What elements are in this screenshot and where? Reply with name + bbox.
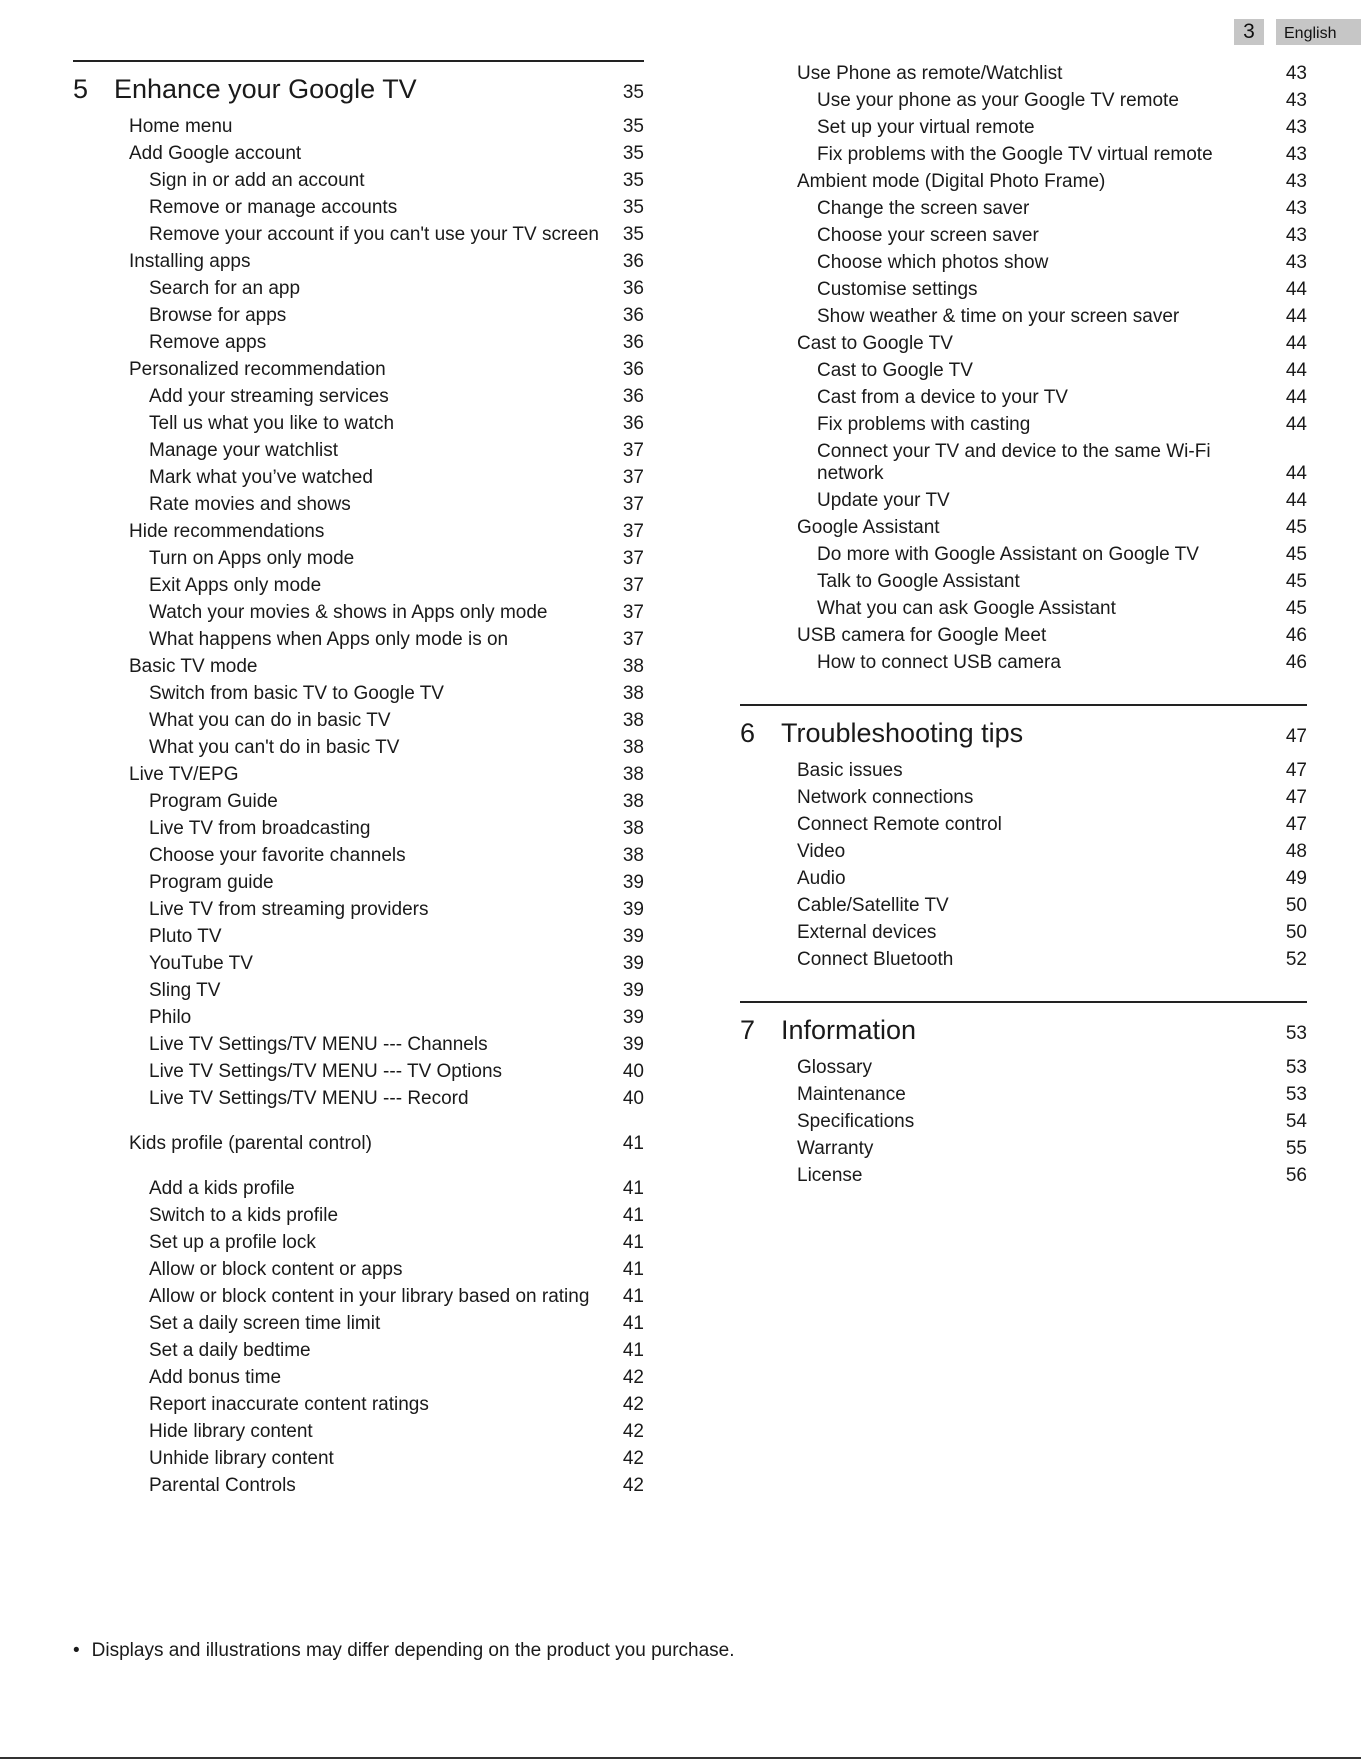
toc-list: [740, 63, 1307, 679]
toc-entry-title: Sling TV: [149, 980, 221, 1001]
toc-entry[interactable]: [73, 926, 644, 953]
toc-entry-title: Connect Bluetooth: [797, 949, 954, 970]
toc-entry-page: 38: [622, 791, 644, 812]
toc-entry[interactable]: [73, 440, 644, 467]
toc-entry-page: 56: [1285, 1165, 1307, 1186]
toc-entry-title: Add your streaming services: [149, 386, 389, 407]
chapter-number: 6: [740, 718, 756, 748]
toc-entry-title: Live TV Settings/TV MENU --- TV Options: [149, 1061, 503, 1082]
toc-entry-title: Rate movies and shows: [149, 494, 351, 515]
toc-entry[interactable]: [740, 414, 1307, 441]
toc-entry-title: Use Phone as remote/Watchlist: [797, 63, 1063, 84]
toc-entry[interactable]: [73, 1061, 644, 1088]
toc-entry-title: Installing apps: [129, 251, 251, 272]
toc-entry[interactable]: [73, 305, 644, 332]
toc-entry-title: Live TV/EPG: [129, 764, 239, 785]
toc-entry-page: 49: [1285, 868, 1307, 889]
toc-entry[interactable]: [740, 360, 1307, 387]
toc-entry-page: 42: [622, 1367, 644, 1388]
toc-entry-title: Live TV from broadcasting: [149, 818, 371, 839]
toc-entry[interactable]: [73, 1448, 644, 1475]
toc-entry-page: 38: [622, 710, 644, 731]
toc-entry[interactable]: [740, 868, 1307, 895]
toc-entry-page: 45: [1285, 544, 1307, 565]
toc-entry-page: 43: [1285, 144, 1307, 165]
toc-entry[interactable]: [73, 1421, 644, 1448]
toc-entry-title: Watch your movies & shows in Apps only mode: [149, 602, 548, 623]
toc-entry-page: 42: [622, 1475, 644, 1496]
chapter-6-heading[interactable]: [740, 706, 1307, 760]
toc-entry-title: Fix problems with the Google TV virtual remote: [817, 144, 1213, 165]
toc-right-column: [740, 63, 1307, 1192]
toc-entry-title: Allow or block content in your library based on rating: [149, 1286, 590, 1307]
toc-entry[interactable]: [740, 63, 1307, 90]
toc-entry-title: Switch from basic TV to Google TV: [149, 683, 444, 704]
toc-entry-page: 36: [622, 386, 644, 407]
toc-entry-title: Manage your watchlist: [149, 440, 339, 461]
toc-list: [740, 1057, 1307, 1192]
toc-entry-page: 37: [622, 494, 644, 515]
toc-entry-title: Add a kids profile: [149, 1178, 295, 1199]
toc-entry-title: Search for an app: [149, 278, 301, 299]
toc-entry-page: 38: [622, 764, 644, 785]
toc-entry[interactable]: [73, 1007, 644, 1034]
toc-entry-title: Choose your favorite channels: [149, 845, 406, 866]
toc-entry-page: 36: [622, 359, 644, 380]
toc-entry-title: Switch to a kids profile: [149, 1205, 339, 1226]
toc-entry-title: Fix problems with casting: [817, 414, 1031, 435]
toc-entry[interactable]: [73, 629, 644, 656]
toc-entry[interactable]: [73, 656, 644, 683]
toc-entry-title: Set a daily screen time limit: [149, 1313, 381, 1334]
toc-entry[interactable]: [740, 306, 1307, 333]
toc-entry-title: Cast to Google TV: [817, 360, 973, 381]
toc-entry[interactable]: [740, 90, 1307, 117]
toc-entry-title: What you can't do in basic TV: [149, 737, 400, 758]
toc-entry-title: Turn on Apps only mode: [149, 548, 355, 569]
toc-entry-title: Cast from a device to your TV: [817, 387, 1068, 408]
toc-entry[interactable]: [73, 116, 644, 143]
toc-entry-title: Unhide library content: [149, 1448, 334, 1469]
toc-entry-page: 37: [622, 575, 644, 596]
toc-entry-title: Basic issues: [797, 760, 903, 781]
toc-entry-page: 37: [622, 440, 644, 461]
toc-entry-title: What you can ask Google Assistant: [817, 598, 1116, 619]
toc-entry-page: 42: [622, 1448, 644, 1469]
toc-entry-title: Connect your TV and device to the same Wi-Fi network: [817, 441, 1211, 484]
chapter-7-heading[interactable]: [740, 1003, 1307, 1057]
toc-entry-title: Remove apps: [149, 332, 267, 353]
toc-entry-title: Live TV Settings/TV MENU --- Record: [149, 1088, 469, 1109]
toc-entry-page: 45: [1285, 517, 1307, 538]
toc-entry-title: Cable/Satellite TV: [797, 895, 949, 916]
toc-entry[interactable]: [73, 278, 644, 305]
toc-entry[interactable]: [73, 467, 644, 494]
toc-entry[interactable]: [73, 1286, 644, 1313]
toc-entry[interactable]: [73, 1367, 644, 1394]
chapter-number: 7: [740, 1015, 756, 1045]
toc-entry-page: 47: [1285, 814, 1307, 835]
toc-entry-title: Program guide: [149, 872, 274, 893]
toc-entry-title: Add bonus time: [149, 1367, 282, 1388]
toc-entry[interactable]: [740, 598, 1307, 625]
toc-entry[interactable]: [740, 198, 1307, 225]
toc-entry[interactable]: [73, 251, 644, 278]
toc-entry-title: Connect Remote control: [797, 814, 1002, 835]
toc-entry-title: Update your TV: [817, 490, 950, 511]
chapter-title: Enhance your Google TV: [114, 74, 417, 104]
toc-entry-page: 39: [622, 980, 644, 1001]
toc-entry[interactable]: [73, 359, 644, 386]
toc-entry-title: Change the screen saver: [817, 198, 1030, 219]
toc-list: [740, 760, 1307, 976]
toc-entry-page: 35: [622, 197, 644, 218]
toc-entry-title: Audio: [797, 868, 846, 889]
toc-entry[interactable]: [73, 413, 644, 440]
toc-entry-title: Use your phone as your Google TV remote: [817, 90, 1179, 111]
toc-entry-title: Parental Controls: [149, 1475, 296, 1496]
toc-entry[interactable]: [73, 1394, 644, 1421]
toc-entry-title: Program Guide: [149, 791, 278, 812]
toc-entry[interactable]: [73, 1475, 644, 1502]
toc-entry-page: 38: [622, 845, 644, 866]
toc-entry[interactable]: [73, 197, 644, 224]
toc-entry-page: 37: [622, 629, 644, 650]
toc-entry[interactable]: [740, 279, 1307, 306]
toc-entry-page: 35: [622, 143, 644, 164]
toc-entry-page: 36: [622, 413, 644, 434]
toc-entry-page: 43: [1285, 63, 1307, 84]
toc-entry-page: 41: [622, 1232, 644, 1253]
toc-entry-title: Exit Apps only mode: [149, 575, 322, 596]
toc-list: [73, 116, 644, 1502]
toc-entry[interactable]: [740, 144, 1307, 171]
toc-entry-page: 43: [1285, 225, 1307, 246]
toc-entry-title: Show weather & time on your screen saver: [817, 306, 1180, 327]
toc-entry-title: What you can do in basic TV: [149, 710, 391, 731]
toc-entry[interactable]: [73, 1178, 644, 1205]
toc-entry-page: 47: [1285, 787, 1307, 808]
toc-entry[interactable]: [740, 1057, 1307, 1084]
toc-entry-page: 43: [1285, 252, 1307, 273]
toc-entry[interactable]: [740, 225, 1307, 252]
toc-entry-page: 53: [1285, 1057, 1307, 1078]
toc-entry-page: 39: [622, 1007, 644, 1028]
toc-entry[interactable]: [740, 490, 1307, 517]
toc-entry[interactable]: [740, 117, 1307, 144]
toc-entry-title: Remove your account if you can't use your TV screen: [149, 224, 599, 245]
toc-entry-title: Home menu: [129, 116, 233, 137]
toc-entry[interactable]: [73, 872, 644, 899]
toc-entry[interactable]: [73, 521, 644, 548]
toc-entry-title: Choose your screen saver: [817, 225, 1039, 246]
toc-entry[interactable]: [73, 1232, 644, 1259]
toc-entry-page: 44: [1285, 414, 1307, 435]
toc-entry[interactable]: [740, 252, 1307, 279]
toc-entry-title: Live TV Settings/TV MENU --- Channels: [149, 1034, 488, 1055]
toc-entry[interactable]: [73, 170, 644, 197]
toc-entry-page: 41: [622, 1133, 644, 1154]
toc-entry-title: Remove or manage accounts: [149, 197, 398, 218]
toc-entry-title: What happens when Apps only mode is on: [149, 629, 509, 650]
toc-entry-title: Pluto TV: [149, 926, 222, 947]
toc-entry[interactable]: [73, 764, 644, 791]
chapter-title: Information: [781, 1015, 917, 1045]
toc-entry-page: 46: [1285, 652, 1307, 673]
toc-entry-title: Do more with Google Assistant on Google TV: [817, 544, 1199, 565]
toc-entry[interactable]: [73, 548, 644, 575]
toc-entry-page: 41: [622, 1205, 644, 1226]
toc-entry-page: 37: [622, 602, 644, 623]
toc-entry-page: 43: [1285, 171, 1307, 192]
toc-entry-title: Ambient mode (Digital Photo Frame): [797, 171, 1106, 192]
toc-entry-page: 37: [622, 521, 644, 542]
toc-entry-page: 36: [622, 332, 644, 353]
toc-entry-title: Browse for apps: [149, 305, 287, 326]
toc-entry-title: Kids profile (parental control): [129, 1133, 372, 1154]
toc-entry-title: Specifications: [797, 1111, 915, 1132]
toc-entry-page: 38: [622, 818, 644, 839]
toc-entry[interactable]: [740, 787, 1307, 814]
toc-entry-page: 39: [622, 872, 644, 893]
toc-entry-page: 39: [622, 899, 644, 920]
chapter-5-heading[interactable]: [73, 62, 644, 116]
toc-entry-title: Choose which photos show: [817, 252, 1049, 273]
toc-entry-page: 44: [1285, 387, 1307, 408]
toc-entry-page: 35: [622, 170, 644, 191]
toc-entry-page: 44: [1285, 490, 1307, 511]
toc-entry-page: 36: [622, 278, 644, 299]
toc-entry[interactable]: [740, 571, 1307, 598]
footnote: [73, 1640, 735, 1662]
chapter-number: 5: [73, 74, 89, 104]
toc-entry-page: 43: [1285, 117, 1307, 138]
toc-entry[interactable]: [740, 922, 1307, 949]
toc-entry-title: Maintenance: [797, 1084, 906, 1105]
toc-entry-page: 44: [1285, 463, 1307, 484]
toc-entry-page: 36: [622, 305, 644, 326]
toc-entry-page: 50: [1285, 922, 1307, 943]
toc-entry-title: How to connect USB camera: [817, 652, 1061, 673]
toc-entry-title: Warranty: [797, 1138, 874, 1159]
toc-entry-page: 42: [622, 1394, 644, 1415]
toc-entry[interactable]: [73, 494, 644, 521]
toc-entry-page: 48: [1285, 841, 1307, 862]
toc-entry[interactable]: [740, 1084, 1307, 1111]
toc-entry-page: 50: [1285, 895, 1307, 916]
toc-entry[interactable]: [740, 171, 1307, 198]
toc-entry[interactable]: [740, 814, 1307, 841]
toc-entry-title: Set a daily bedtime: [149, 1340, 311, 1361]
toc-entry-title: Allow or block content or apps: [149, 1259, 403, 1280]
toc-entry-title: Mark what you’ve watched: [149, 467, 373, 488]
toc-entry-page: 45: [1285, 598, 1307, 619]
toc-entry[interactable]: [740, 1111, 1307, 1138]
section-spacer: [740, 679, 1307, 704]
toc-entry-page: 41: [622, 1178, 644, 1199]
toc-entry[interactable]: [73, 710, 644, 737]
chapter-page: 35: [622, 82, 644, 103]
toc-entry[interactable]: [73, 683, 644, 710]
toc-entry-page: 47: [1285, 760, 1307, 781]
toc-entry-page: 54: [1285, 1111, 1307, 1132]
toc-entry-title: Add Google account: [129, 143, 302, 164]
toc-entry[interactable]: [740, 760, 1307, 787]
toc-entry-title: Glossary: [797, 1057, 872, 1078]
toc-entry[interactable]: [73, 845, 644, 872]
footnote-bullet: •: [73, 1640, 80, 1661]
toc-entry[interactable]: [740, 625, 1307, 652]
toc-entry-page: 41: [622, 1259, 644, 1280]
toc-entry-page: 43: [1285, 198, 1307, 219]
toc-entry[interactable]: [73, 1313, 644, 1340]
chapter-page: 47: [1285, 726, 1307, 747]
toc-entry[interactable]: [73, 332, 644, 359]
toc-entry-page: 41: [622, 1286, 644, 1307]
toc-entry-title: Google Assistant: [797, 517, 940, 538]
toc-entry-title: USB camera for Google Meet: [797, 625, 1047, 646]
toc-entry-page: 39: [622, 926, 644, 947]
toc-entry-page: 52: [1285, 949, 1307, 970]
toc-entry-title: Personalized recommendation: [129, 359, 386, 380]
toc-entry-page: 36: [622, 251, 644, 272]
toc-entry-title: Talk to Google Assistant: [817, 571, 1020, 592]
page-number-badge: 3: [1234, 19, 1264, 45]
toc-entry-page: 44: [1285, 306, 1307, 327]
toc-entry-title: Hide recommendations: [129, 521, 325, 542]
toc-entry-page: 55: [1285, 1138, 1307, 1159]
toc-entry[interactable]: [740, 333, 1307, 360]
toc-entry-title: Live TV from streaming providers: [149, 899, 429, 920]
toc-entry-title: Report inaccurate content ratings: [149, 1394, 429, 1415]
toc-entry[interactable]: [73, 386, 644, 413]
toc-entry[interactable]: [740, 841, 1307, 868]
toc-entry[interactable]: [73, 899, 644, 926]
toc-entry[interactable]: [73, 1259, 644, 1286]
toc-entry[interactable]: [73, 953, 644, 980]
toc-entry[interactable]: [740, 387, 1307, 414]
toc-entry-page: 44: [1285, 360, 1307, 381]
toc-entry[interactable]: [73, 737, 644, 764]
toc-entry[interactable]: [73, 1133, 644, 1160]
toc-entry-title: Video: [797, 841, 846, 862]
toc-entry-title: YouTube TV: [149, 953, 253, 974]
toc-entry-title: License: [797, 1165, 863, 1186]
chapter-page: 53: [1285, 1023, 1307, 1044]
toc-entry-page: 41: [622, 1340, 644, 1361]
toc-entry-page: 44: [1285, 333, 1307, 354]
toc-entry[interactable]: [73, 980, 644, 1007]
toc-entry[interactable]: [73, 602, 644, 629]
toc-entry[interactable]: [73, 1088, 644, 1115]
toc-entry[interactable]: [73, 818, 644, 845]
toc-entry[interactable]: [73, 143, 644, 170]
toc-entry-title: Sign in or add an account: [149, 170, 365, 191]
toc-entry[interactable]: [73, 791, 644, 818]
toc-entry-page: 44: [1285, 279, 1307, 300]
section-spacer: [740, 976, 1307, 1001]
toc-entry-title: Set up your virtual remote: [817, 117, 1035, 138]
bottom-rule: [0, 1757, 1361, 1759]
toc-entry-page: 39: [622, 953, 644, 974]
toc-entry[interactable]: [73, 224, 644, 251]
toc-entry-page: 40: [622, 1088, 644, 1109]
toc-entry-page: 38: [622, 656, 644, 677]
toc-entry-title: Tell us what you like to watch: [149, 413, 395, 434]
toc-entry[interactable]: [740, 895, 1307, 922]
toc-entry-page: 37: [622, 548, 644, 569]
toc-entry-page: 39: [622, 1034, 644, 1055]
toc-entry[interactable]: [73, 1340, 644, 1367]
toc-entry-page: 41: [622, 1313, 644, 1334]
toc-entry-title: Philo: [149, 1007, 192, 1028]
toc-entry-title: Hide library content: [149, 1421, 313, 1442]
toc-entry-title: Basic TV mode: [129, 656, 258, 677]
toc-entry-title: External devices: [797, 922, 937, 943]
toc-entry-title: Set up a profile lock: [149, 1232, 316, 1253]
toc-entry[interactable]: [740, 1138, 1307, 1165]
toc-entry-page: 37: [622, 467, 644, 488]
toc-entry[interactable]: [73, 1205, 644, 1232]
chapter-title: Troubleshooting tips: [781, 718, 1024, 748]
toc-entry[interactable]: [73, 575, 644, 602]
toc-entry[interactable]: [73, 1034, 644, 1061]
toc-entry-page: 43: [1285, 90, 1307, 111]
footnote-text: Displays and illustrations may differ depending on the product you purchase.: [91, 1640, 735, 1661]
toc-entry-page: 35: [622, 224, 644, 245]
toc-entry-page: 38: [622, 683, 644, 704]
toc-entry[interactable]: [740, 544, 1307, 571]
toc-entry[interactable]: [740, 949, 1307, 976]
toc-entry-title: Network connections: [797, 787, 974, 808]
toc-entry-page: 42: [622, 1421, 644, 1442]
toc-entry[interactable]: [740, 517, 1307, 544]
toc-entry-title: Cast to Google TV: [797, 333, 953, 354]
toc-entry-page: 53: [1285, 1084, 1307, 1105]
toc-entry[interactable]: [740, 652, 1307, 679]
toc-entry-page: 40: [622, 1061, 644, 1082]
toc-left-column: [73, 60, 644, 1502]
language-badge: English: [1276, 19, 1361, 45]
toc-entry-page: 45: [1285, 571, 1307, 592]
toc-entry-title: Customise settings: [817, 279, 978, 300]
toc-entry[interactable]: [740, 1165, 1307, 1192]
toc-entry-page: 35: [622, 116, 644, 137]
toc-entry[interactable]: [740, 441, 1307, 490]
toc-entry-page: 38: [622, 737, 644, 758]
toc-entry-page: 46: [1285, 625, 1307, 646]
